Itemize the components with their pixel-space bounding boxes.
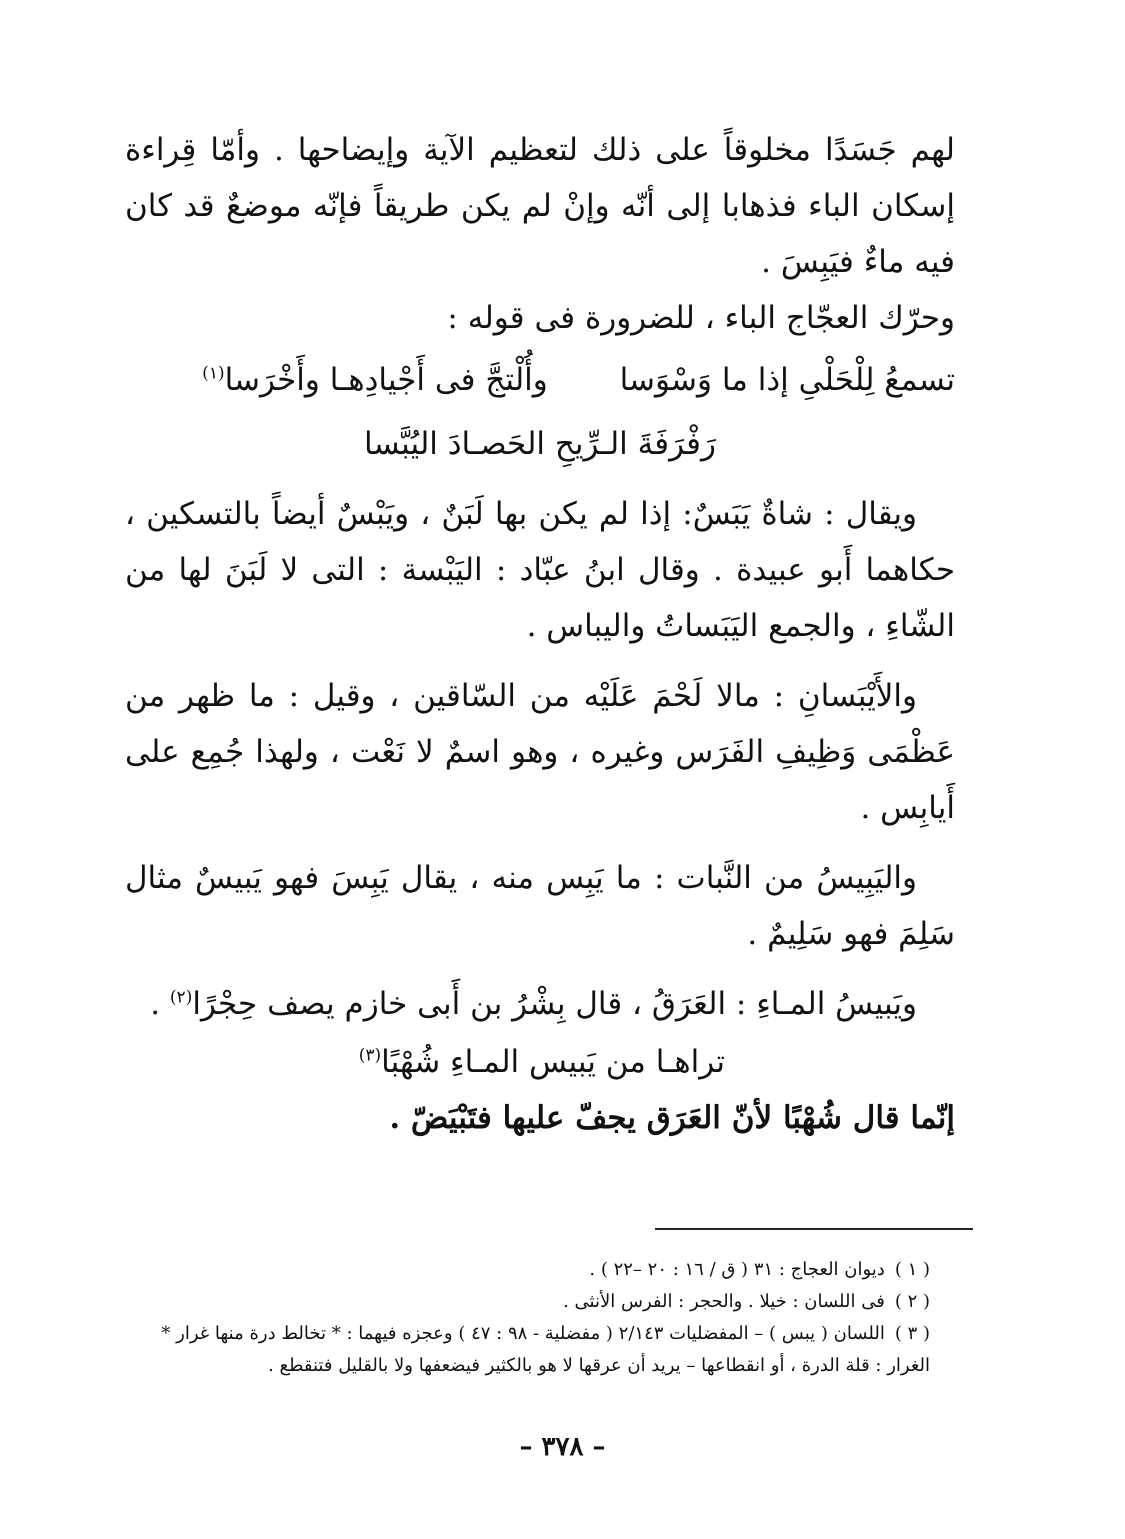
footnote-3-text: اللسان ( يبس ) – المفضليات ٢/١٤٣ ( مفضلية - ٩٨ : ٤٧ ) وعجزه فيهما : * تخالط درة منها غرار * (161, 1323, 885, 1344)
footnotes (150, 1256, 930, 1384)
page-number: – ٣٧٨ – (519, 1432, 606, 1462)
footnote-3-number: ( ٣ ) (894, 1323, 930, 1344)
footnote-1-text: ديوان العجاج : ٣١ ( ق / ١٦ : ٢٠ –٢٢ ) . (589, 1259, 885, 1280)
paragraph-1: لهم جَسَدًا مخلوقاً على ذلك لتعظيم الآية وإيضاحها . وأمّا قِراءة إسكان الباء فذهابا إلى أنّه وإنْ لم يكن طريقاً فإنّه موضعٌ قد كان فيه ماءٌ فيَبِسَ . (125, 132, 955, 280)
footnote-1 (150, 1256, 930, 1284)
paragraph-7: إنّما قال شُهْبًا لأنّ العَرَق يجفّ عليها فتَبْيَضّ . (389, 1100, 955, 1136)
paragraph-6-end: . (150, 986, 170, 1022)
footnote-1-number: ( ١ ) (894, 1259, 930, 1280)
main-text (125, 122, 955, 1146)
verse-3 (125, 1034, 955, 1090)
footnote-3 (150, 1320, 930, 1348)
footnote-2-number: ( ٢ ) (894, 1291, 930, 1312)
footnote-ref-2: (٢) (169, 987, 193, 1008)
footnote-2-text: فى اللسان : خيلا . والحجر : الفرس الأنثى . (563, 1291, 885, 1312)
paragraph-4: والأَيْبَسانِ : مالا لَحْمَ عَلَيْه من السّاقين ، وقيل : ما ظهر من عَظْمَى وَظِيفِ الفَرَس وغيره ، وهو اسمٌ لا نَعْت ، ولهذا جُمِع على أَيابِس . (125, 678, 955, 826)
verse-2: رَفْرَفَةَ الـرِّيحِ الحَصـادَ اليُبَّسا (364, 426, 716, 462)
footnote-2 (150, 1288, 930, 1316)
paragraph-5: واليَبِيسُ من النَّبات : ما يَبِس منه ، يقال يَبِسَ فهو يَبيسٌ مثال سَلِمَ فهو سَلِيمٌ . (125, 860, 955, 952)
footnote-3-continuation: الغرار : قلة الدرة ، أو انقطاعها – يريد أن عرقها لا هو بالكثير فيضعفها ولا بالقليل فتنقطع . (268, 1355, 930, 1376)
verse-3-text: تراهـا من يَبيس المـاءِ شُهْبًا (381, 1044, 725, 1080)
paragraph-3: ويقال : شاةٌ يَبَسٌ: إذا لم يكن بها لَبَنٌ ، ويَبْسٌ أيضاً بالتسكين ، حكاهما أَبو عبيدة . وقال ابنُ عبّاد : اليَبْسة : التى لا لَبَنَ لها من الشّاءِ ، والجمع اليَبَساتُ واليباس . (125, 496, 955, 644)
verse-1-hemistich-a: تسمعُ لِلْحَلْىِ إذا ما وَسْوَسا (619, 362, 955, 398)
paragraph-2: وحرّك العجّاج الباء ، للضرورة فى قوله : (447, 300, 955, 336)
paragraph-6-text: ويَبيسُ المـاءِ : العَرَقُ ، قال بِشْرُ بن أَبى خازم يصف حِجْرًا (192, 986, 917, 1022)
paragraph-6 (125, 976, 955, 1032)
footnote-ref-1: (١) (202, 363, 225, 384)
verse-1 (125, 352, 955, 408)
footnote-separator (655, 1228, 973, 1230)
verse-1-hemistich-b: وأُلْتجَّ فى أَجْيادِهـا وأَخْرَسا (224, 362, 548, 398)
footnote-ref-3: (٣) (358, 1045, 382, 1066)
